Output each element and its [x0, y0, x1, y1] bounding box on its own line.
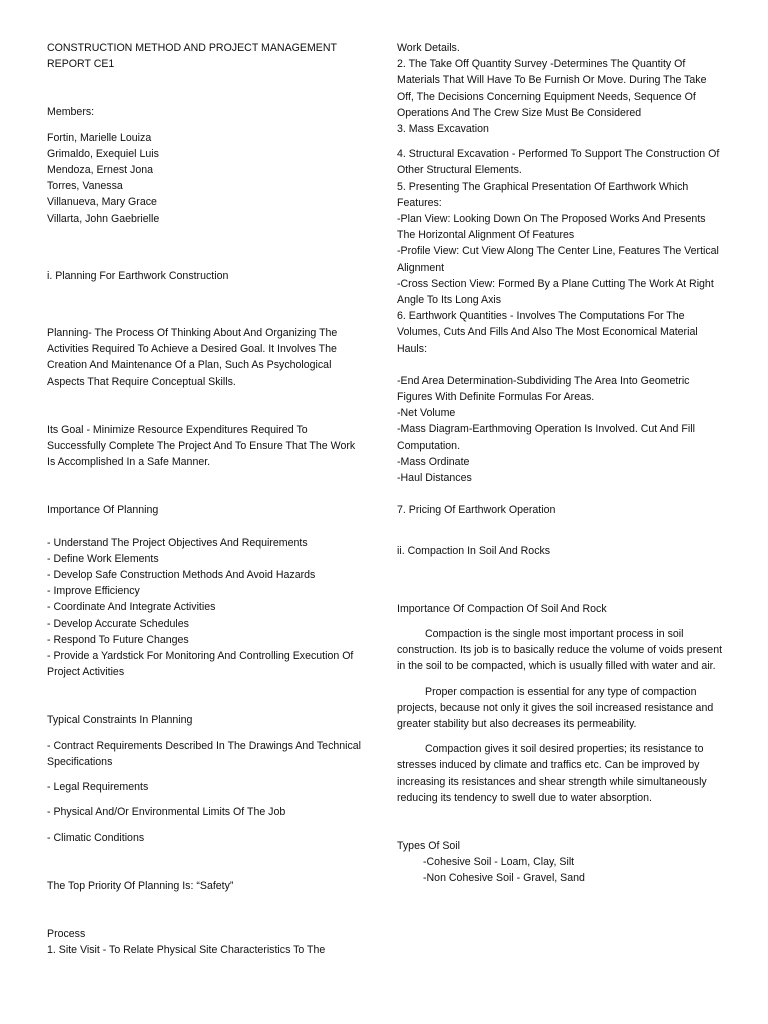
member-name: Villanueva, Mary Grace	[47, 196, 157, 209]
haul-distances-item: -Haul Distances	[397, 472, 472, 485]
importance-item: - Understand The Project Objectives And Requirements	[47, 536, 308, 549]
continued-text: Work Details.	[397, 42, 460, 54]
soil-type-item: -Non Cohesive Soil - Gravel, Sand	[423, 872, 585, 885]
process-item-4: 4. Structural Excavation - Performed To Support The Construction Of Other Structural Elements.	[397, 148, 723, 177]
section-heading-planning: i. Planning For Earthwork Construction	[47, 269, 229, 282]
process-item-7: 7. Pricing Of Earthwork Operation	[397, 504, 556, 517]
constraints-heading: Typical Constraints In Planning	[47, 714, 193, 727]
profile-view-item: -Profile View: Cut View Along The Center Line, Features The Vertical Alignment	[397, 245, 722, 274]
compaction-paragraph-3: Compaction gives it soil desired properties; its resistance to stresses induced by climate and traffics etc. Can be improved by increasing its resistances and shear strength while simultaneously reducing its tendency to swell due to water absorption.	[397, 743, 710, 804]
member-name: Mendoza, Ernest Jona	[47, 164, 153, 177]
importance-item: - Improve Efficiency	[47, 585, 140, 598]
types-of-soil-heading: Types Of Soil	[397, 839, 460, 852]
importance-item: - Develop Safe Construction Methods And Avoid Hazards	[47, 569, 316, 582]
planning-definition: Planning- The Process Of Thinking About And Organizing The Activities Required To Achieve a Desired Goal. It Involves The Creation And Maintenance Of a Plan, Such As Psychological Aspects That Require Conceptual Skills.	[47, 327, 340, 388]
process-item-2: 2. The Take Off Quantity Survey -Determines The Quantity Of Materials That Will Have To Be Furnish Or Move. During The Take Off, The Decisions Concerning Equipment Needs, Sequence Of Operations And The Crew Size Must Be Considered	[397, 58, 710, 119]
member-name: Torres, Vanessa	[47, 180, 123, 193]
process-item-5: 5. Presenting The Graphical Presentation Of Earthwork Which Features:	[397, 180, 692, 209]
process-item-6: 6. Earthwork Quantities - Involves The Computations For The Volumes, Cuts And Fills And Also The Most Economical Material Hauls:	[397, 310, 701, 355]
mass-ordinate-item: -Mass Ordinate	[397, 455, 470, 468]
constraint-item: - Contract Requirements Described In The Drawings And Technical Specifications	[47, 739, 364, 768]
section-heading-compaction: ii. Compaction In Soil And Rocks	[397, 545, 551, 558]
planning-goal: Its Goal - Minimize Resource Expenditures Required To Successfully Complete The Project And To Ensure That The Work Is Accomplished In a Safe Manner.	[47, 423, 359, 469]
plan-view-item: -Plan View: Looking Down On The Proposed Works And Presents The Horizontal Alignment Of Features	[397, 213, 709, 242]
process-item-3: 3. Mass Excavation	[397, 123, 489, 136]
end-area-item: -End Area Determination-Subdividing The Area Into Geometric Figures With Definite Formulas For Areas.	[397, 374, 693, 404]
constraint-item: - Physical And/Or Environmental Limits Of The Job	[47, 806, 286, 819]
soil-type-item: -Cohesive Soil - Loam, Clay, Silt	[423, 856, 575, 869]
right-column	[397, 40, 725, 887]
cross-section-view-item: -Cross Section View: Formed By a Plane Cutting The Work At Right Angle To Its Long Axis	[397, 277, 717, 307]
importance-of-compaction-heading: Importance Of Compaction Of Soil And Rock	[397, 602, 607, 615]
member-name: Grimaldo, Exequiel Luis	[47, 147, 159, 160]
top-priority: The Top Priority Of Planning Is: “Safety”	[47, 879, 234, 892]
constraint-item: - Legal Requirements	[47, 781, 149, 794]
process-heading: Process	[47, 927, 86, 940]
member-name: Fortin, Marielle Louiza	[47, 131, 152, 144]
compaction-paragraph-1: Compaction is the single most important process in soil construction. Its job is to basically reduce the volume of voids present in the soil to be compacted, which is usually filled with water and air.	[397, 627, 725, 673]
constraint-item: - Climatic Conditions	[47, 831, 145, 844]
report-title-line-2: REPORT CE1	[47, 58, 115, 71]
left-column	[47, 40, 365, 958]
mass-diagram-item: -Mass Diagram-Earthmoving Operation Is Involved. Cut And Fill Computation.	[397, 423, 698, 452]
process-item-1: 1. Site Visit - To Relate Physical Site Characteristics To The	[47, 944, 326, 957]
importance-item: - Define Work Elements	[47, 552, 159, 565]
importance-of-planning-heading: Importance Of Planning	[47, 504, 159, 517]
net-volume-item: -Net Volume	[397, 407, 456, 420]
compaction-paragraph-2: Proper compaction is essential for any type of compaction projects, because not only it gives the soil increased resistance and greater stability but also decreases its permeability.	[397, 685, 717, 730]
report-title-line-1: CONSTRUCTION METHOD AND PROJECT MANAGEMENT	[47, 42, 337, 54]
member-name: Villarta, John Gaebrielle	[47, 212, 160, 225]
importance-item: - Respond To Future Changes	[47, 633, 189, 646]
members-heading: Members:	[47, 106, 95, 119]
importance-item: - Coordinate And Integrate Activities	[47, 601, 216, 614]
importance-item: - Provide a Yardstick For Monitoring And Controlling Execution Of Project Activities	[47, 650, 357, 679]
importance-item: - Develop Accurate Schedules	[47, 617, 189, 630]
